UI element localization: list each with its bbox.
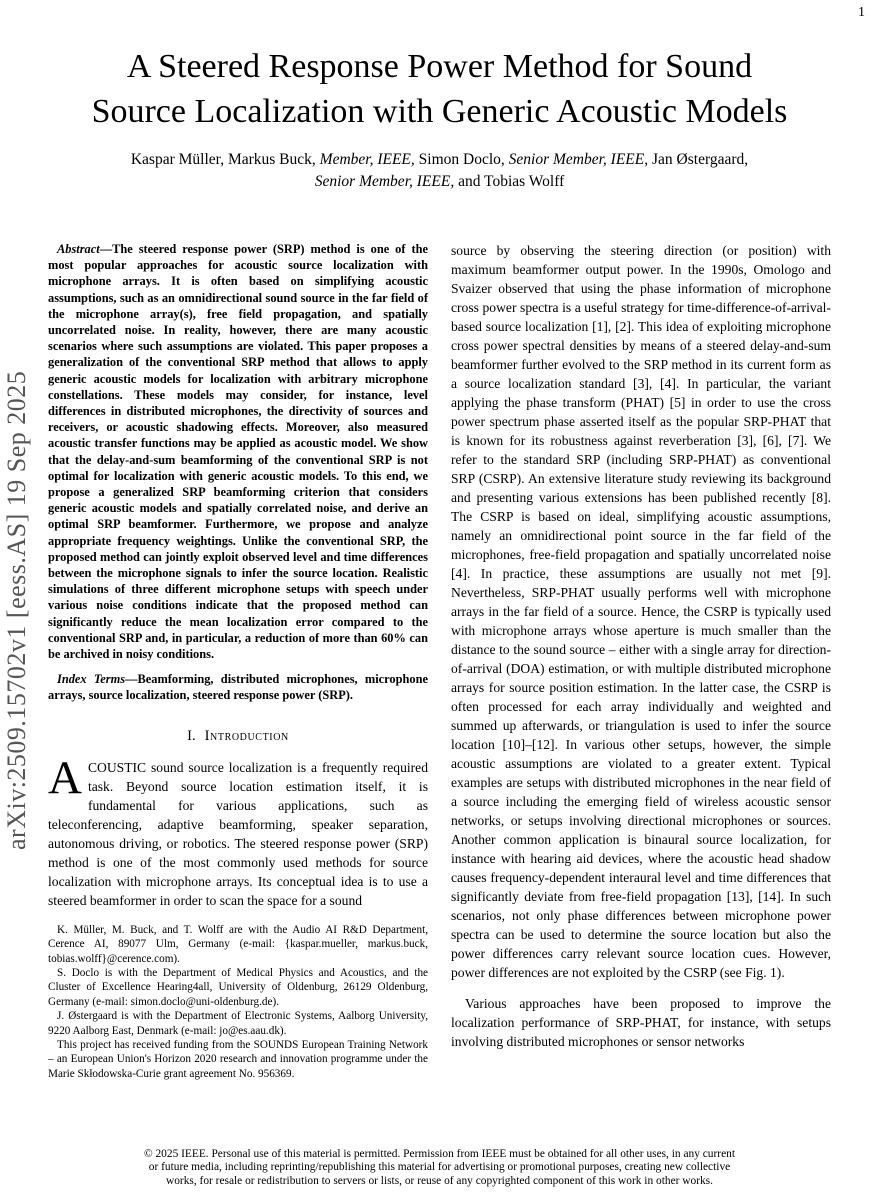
footnote-affiliation-2: S. Doclo is with the Department of Medical Physics and Acoustics, and the Cluster of Excellence Hearing4all, University of Oldenburg, 26129 Oldenburg, Germany (e-mail: simon.doclo@uni-oldenburg.de).: [48, 966, 428, 1008]
abstract: [48, 241, 428, 662]
page-number: 1: [858, 5, 865, 20]
author-line: [0, 149, 879, 193]
footnotes: [48, 923, 428, 1081]
section-heading: [48, 728, 428, 745]
title-line-2: Source Localization with Generic Acoustic Models: [91, 93, 788, 130]
author-segment: Kaspar Müller, Markus Buck,: [130, 151, 320, 168]
author-segment: Jan Østergaard,: [648, 151, 749, 168]
footnote-funding: This project has received funding from the SOUNDS European Training Network – an European Union's Horizon 2020 research and innovation programme under the Marie Skłodowska-Curie grant agreement No. 956369.: [48, 1038, 428, 1080]
index-terms-label: Index Terms: [57, 672, 126, 687]
author-segment: and Tobias Wolff: [454, 173, 565, 190]
footer-line-1: © 2025 IEEE. Personal use of this material is permitted. Permission from IEEE must be obtained for all other uses, in any current: [143, 1147, 736, 1160]
section-number: I.: [187, 727, 196, 744]
body-paragraph-2: Various approaches have been proposed to improve the localization performance of SRP-PHAT, for instance, with setups involving distributed microphones or sensor networks: [451, 996, 831, 1049]
index-terms-text: —Beamforming, distributed microphones, microphone arrays, source localization, steered response power (SRP).: [48, 672, 428, 703]
title-line-1: A Steered Response Power Method for Sound: [126, 48, 753, 85]
footnote-affiliation-3: J. Østergaard is with the Department of Electronic Systems, Aalborg University, 9220 Aalborg East, Denmark (e-mail: jo@es.aau.dk).: [48, 1010, 428, 1037]
arxiv-stamp: arXiv:2509.15702v1 [eess.AS] 19 Sep 2025: [2, 370, 31, 850]
index-terms: [48, 671, 428, 703]
footer-line-3: works, for resale or redistribution to servers or lists, or reuse of any copyrighted component of this work in other works.: [166, 1175, 713, 1188]
author-line-1: [0, 149, 879, 171]
author-role-segment: Member, IEEE,: [319, 151, 415, 168]
author-line-2: [0, 171, 879, 193]
drop-cap: A: [48, 751, 82, 804]
copyright-footer: [0, 1145, 879, 1189]
author-role-segment: Senior Member, IEEE,: [508, 151, 649, 168]
body-paragraph-1: source by observing the steering direction (or position) with maximum beamformer output power. In the 1990s, Omologo and Svaizer observed that using the phase information of microphone cross power spectra is a useful strategy for time-difference-of-arrival-based source localization [1], [2]. This idea of exploiting microphone cross power spectral densities by means of a steered delay-and-sum beamformer further evolved to the SRP method in its current form as a source localization standard [3], [4]. In particular, the variant applying the phase transform (PHAT) [5] in order to use the cross power spectrum phase asserted itself as the popular SRP-PHAT that is known for its robustness against reverberation [3], [6], [7]. We refer to the standard SRP (including SRP-PHAT) as conventional SRP (CSRP). An extensive literature study reviewing its background and presenting various extensions has been published recently [8]. The CSRP is based on ideal, simplifying acoustic assumptions, namely an omnidirectional point source in the far field of the microphones, free-field propagation and spatially uncorrelated noise [4]. In practice, these assumptions are usually not met [9]. Nevertheless, SRP-PHAT usually performs well with microphone arrays in the far field of a source. Hence, the CSRP is typically used with microphone arrays whose aperture is much smaller than the distance to the sound source – either with a single array for direction-of-arrival (DOA) estimation, or with multiple distributed microphone arrays for source position estimation. In the latter case, the CSRP is often processed for each array individually and weighted and summed up afterwards, or triangulation is used to infer the source location [10]–[12]. In various other setups, however, the simple acoustic assumptions are violated to a greater extent. Typical examples are setups with distributed microphones in the near field of a source including the emerging field of wireless acoustic sensor networks, or setups involving directional microphones or sources. Another common application is binaural source localization, for instance with hearing aid devices, where the acoustic head shadow causes frequency-dependent interaural level and time differences that significantly deviate from free-field propagation [13], [14]. In such scenarios, not only phase differences between microphone power spectra can be used to determine the source location but also the power differences carry relevant source location cues. However, power differences are not exploited by the CSRP (see Fig. 1).: [451, 243, 831, 980]
right-column: [451, 241, 831, 1051]
section-title: Introduction: [204, 727, 289, 744]
footer-line-2: or future media, including reprinting/republishing this material for advertising or promotional purposes, creating new collective: [148, 1161, 731, 1174]
intro-paragraph: [48, 751, 428, 910]
author-role-segment: Senior Member, IEEE,: [314, 173, 455, 190]
left-column: [48, 241, 428, 1081]
footnote-affiliation-1: K. Müller, M. Buck, and T. Wolff are with the Audio AI R&D Department, Cerence AI, 89077 Ulm, Germany (e-mail: {kaspar.mueller, markus.buck, tobias.wolff}@cerence.com).: [48, 923, 428, 965]
abstract-label: Abstract: [57, 242, 100, 256]
two-column-body: [0, 241, 879, 1081]
intro-paragraph-text: COUSTIC sound source localization is a frequently required task. Beyond source location estimation itself, it is fundamental for various applications, such as teleconferencing, adaptive beamforming, speaker separation, autonomous driving, or robotics. The steered response power (SRP) method is one of the most commonly used methods for source localization with microphone arrays. Its conceptual idea is to use a steered beamformer in order to scan the space for a sound: [48, 759, 428, 908]
abstract-text: —The steered response power (SRP) method is one of the most popular approaches for acoustic source localization with microphone arrays. It is often based on simplifying acoustic assumptions, such as an omnidirectional sound source in the far field of the microphone array(s), free field propagation, and spatially uncorrelated noise. In reality, however, there are many acoustic scenarios where such assumptions are violated. This paper proposes a generalization of the conventional SRP method that allows to apply generic acoustic models for localization with arbitrary microphone constellations. These models may consider, for instance, level differences in distributed microphones, the directivity of sources and receivers, or acoustic shadowing effects. Moreover, also measured acoustic transfer functions may be applied as acoustic model. We show that the delay-and-sum beamforming of the conventional SRP is not optimal for localization with generic acoustic models. To this end, we propose a generalized SRP beamforming criterion that considers generic acoustic models and spatially correlated noise, and derive an optimal SRP beamformer. Furthermore, we propose and analyze appropriate frequency weightings. Unlike the conventional SRP, the proposed method can jointly exploit observed level and time differences between the microphone signals to infer the source location. Realistic simulations of three different microphone setups with speech under various noise conditions indicate that the proposed method can significantly reduce the mean localization error compared to the conventional SRP and, in particular, a reduction of more than 60% can be archived in noisy conditions.: [48, 242, 428, 662]
paper-title: [30, 44, 849, 134]
author-segment: Simon Doclo,: [414, 151, 509, 168]
